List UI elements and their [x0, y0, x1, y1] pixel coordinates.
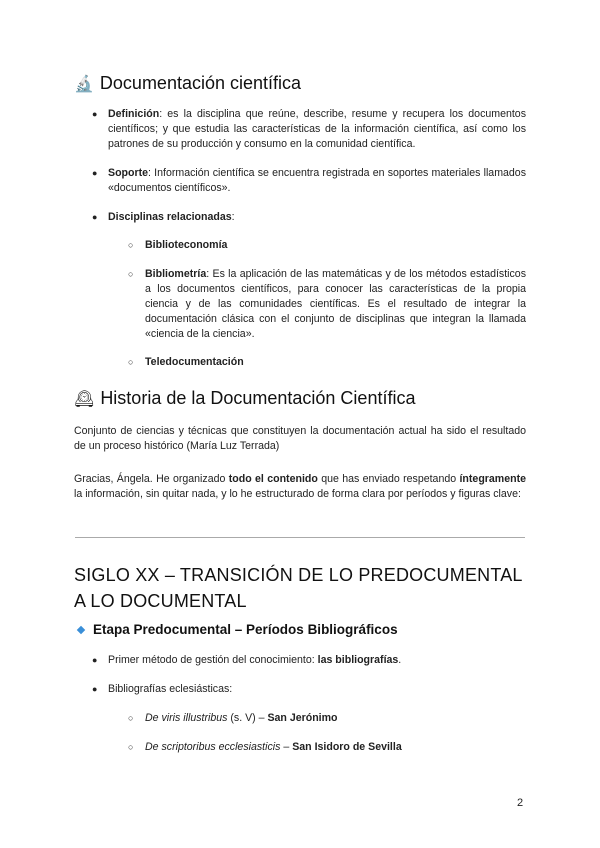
note-text: la información, sin quitar nada, y lo he estructurado de forma clara por períodos y figuras clave:	[74, 488, 521, 500]
bullet-circle-icon: ○	[128, 357, 134, 367]
section-heading-historia	[74, 388, 415, 409]
sublist-item-isidoro	[145, 740, 526, 755]
note-text: Gracias, Ángela. He organizado	[74, 473, 229, 485]
item-text: –	[280, 741, 293, 753]
bullet-dot-icon: ●	[92, 109, 98, 119]
section-title: Documentación científica	[99, 73, 302, 93]
item-label: Bibliometría	[145, 268, 207, 280]
bullet-dot-icon: ●	[92, 168, 98, 178]
note-text: que has enviado respetando	[317, 473, 460, 485]
section-title: Historia de la Documentación Científica	[100, 388, 416, 408]
item-label: Teledocumentación	[145, 356, 244, 368]
item-text-end: .	[398, 654, 402, 666]
subsection-title: Etapa Predocumental – Períodos Bibliográficos	[93, 622, 398, 637]
list-item-eclesiasticas: Bibliografías eclesiásticas:	[108, 683, 233, 695]
item-text: :	[231, 211, 235, 223]
note-bold: íntegramente	[459, 473, 527, 485]
bullet-dot-icon: ●	[92, 212, 98, 222]
historia-intro-paragraph: Conjunto de ciencias y técnicas que constituyen la documentación actual ha sido el resultado de un proceso histórico (María Luz Terrada)	[74, 425, 526, 452]
note-paragraph	[74, 472, 526, 502]
bullet-circle-icon: ○	[128, 269, 134, 279]
item-label: Soporte	[108, 167, 149, 179]
horizontal-divider	[75, 537, 525, 538]
author-name: San Isidoro de Sevilla	[292, 741, 402, 753]
note-bold: todo el contenido	[228, 473, 318, 485]
chapter-heading: SIGLO XX – TRANSICIÓN DE LO PREDOCUMENTAL A LO DOCUMENTAL	[74, 565, 522, 611]
item-text: : es la disciplina que reúne, describe, resume y recupera los documentos científicos; y que estudia las características de la información científica, así como los patrones de su producción y consumo en la comunidad científica.	[108, 108, 526, 150]
item-text: Primer método de gestión del conocimiento:	[108, 654, 318, 666]
page-number: 2	[517, 797, 524, 809]
item-bold: las bibliografías	[317, 654, 399, 666]
list-item-soporte	[108, 166, 526, 196]
bullet-circle-icon: ○	[128, 742, 134, 752]
item-label: Definición	[108, 108, 160, 120]
item-label: Disciplinas relacionadas	[108, 211, 232, 223]
list-item-definicion	[108, 107, 526, 152]
item-text: : Es la aplicación de las matemáticas y de los métodos estadísticos a los documentos científicos, para conocer las características de la propia ciencia y de las comunidades científicas. Es el resultado de integrar la documentación clásica con el conjunto de disciplinas que integran la llamada «ciencia de la ciencia».	[145, 268, 526, 340]
item-text: : Información científica se encuentra registrada en soportes materiales llamados «documentos científicos».	[108, 167, 526, 194]
work-title: De viris illustribus	[145, 712, 228, 724]
bullet-dot-icon: ●	[92, 655, 98, 665]
clock-icon: 🕰	[74, 389, 95, 408]
sublist-item-biblioteconomia	[145, 238, 526, 253]
sublist-item-jeronimo	[145, 711, 526, 726]
list-item-disciplinas	[108, 210, 526, 225]
item-text: (s. V) –	[227, 712, 268, 724]
section-heading-documentacion	[74, 73, 301, 94]
microscope-icon: 🔬	[74, 74, 94, 93]
bullet-dot-icon: ●	[92, 684, 98, 694]
bullet-circle-icon: ○	[128, 240, 134, 250]
sublist-item-teledocumentacion	[145, 355, 526, 370]
bullet-circle-icon: ○	[128, 713, 134, 723]
list-item-metodo	[108, 653, 526, 668]
sublist-item-bibliometria	[145, 267, 526, 342]
diamond-bullet-icon	[77, 625, 85, 633]
subsection-heading	[78, 622, 398, 637]
work-title: De scriptoribus ecclesiasticis	[145, 741, 281, 753]
author-name: San Jerónimo	[267, 712, 338, 724]
item-label: Biblioteconomía	[145, 239, 228, 251]
